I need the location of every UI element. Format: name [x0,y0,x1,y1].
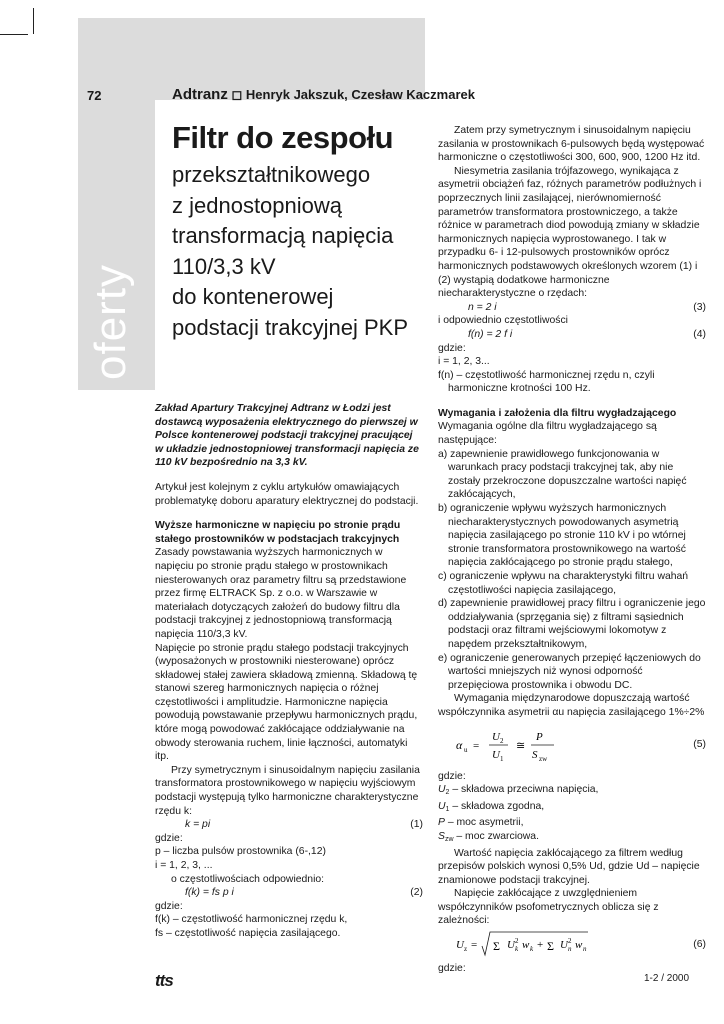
svg-text:k: k [530,945,534,954]
publisher-logo: tts [155,971,173,990]
section-heading: Wyższe harmoniczne w napięciu po stronie prądu stałego prostowników w podstacjach trakcyjnych [155,520,401,545]
definition: f(k) – częstotliwość harmonicznej rzędu k, [155,914,348,926]
subtitle-line: transformacją napięcia [172,223,394,248]
body-paragraph: Wartość napięcia zakłócającego za filtrem według przepisów polskich wynosi 0,5% Ud, gdzie Ud – napięcie znamionowe podstacji trakcyjnej. [438,847,700,886]
left-column [155,402,423,941]
article-title: Filtr do zespołu [172,120,394,155]
svg-text:=: = [473,739,480,752]
page-number: 72 [87,88,102,103]
asymmetry-formula [438,720,706,770]
definition: $U_2$ – składowa przeciwna napięcia, [438,784,599,797]
gdzie-label: gdzie: [438,342,466,354]
svg-text:w: w [522,939,530,952]
svg-text:U: U [492,748,500,761]
gdzie-label: gdzie: [438,963,466,975]
body-paragraph: Napięcie po stronie prądu stałego podstacji trakcyjnych (wyposażonych w prostowniki niesterowane) oprócz składowej stałej zawiera składową zmienną. Składową tę stanowi szereg harmonicznych napięcia o różnej częstotliwości i amplitudzie. Harmoniczne napięcia powodują powstawanie przepływu harmonicznych prądu, które mogą powodować zakłócające oddziaływanie na obwody sterowania ruchem, linie łączności, automatyki itp. [155,642,418,763]
definition: $U_1$ – składowa zgodna, [438,800,545,813]
requirement-item: d) zapewnienie prawidłowej pracy filtru i ograniczenie jego oddziaływania (sprzęgania się) z filtrami sąsiednich podstacji oraz filtrami wejściowymi lokomotyw z napędem przekształtnikowym, [438,598,706,650]
svg-text:Σ: Σ [547,939,554,954]
equation-number: (5) [693,738,706,750]
svg-text:n: n [583,945,587,954]
equation-1: k = pi (1) [185,819,423,831]
company-name: Adtranz [172,86,228,103]
definition: f(n) – częstotliwość harmonicznej rzędu n, czyli harmoniczne krotności 100 Hz. [438,369,655,395]
svg-text:≅: ≅ [516,739,526,752]
svg-text:z: z [464,945,468,954]
body-paragraph: Zasady powstawania wyższych harmonicznych w napięciu po stronie prądu stałego w prostownikach niesterowanych oraz parametry filtru są przedstawione przez firmę ELTRACK Sp. z o.o. w Warszawie w materiałach dotyczących założeń do budowy filtru dla podstacji trakcyjnej z jednostopniową transformacją napięcia 110/3,3 kV. [155,547,407,640]
requirement-item: c) ograniczenie wpływu na charakterystyki filtru wahań częstotliwości napięcia zasilającego, [438,571,689,596]
body-paragraph: Wymagania ogólne dla filtru wygładzającego są następujące: [438,421,657,447]
svg-text:U: U [456,939,464,952]
equation-6 [438,928,706,962]
equation-3: n = 2 i (3) [468,301,706,313]
svg-text:2: 2 [568,937,572,946]
svg-text:U: U [507,939,515,952]
svg-text:S: S [532,748,538,761]
article-subtitle [172,160,442,343]
psophometric-formula [438,928,706,962]
subtitle-line: podstacji trakcyjnej PKP [172,314,408,340]
body-paragraph: i odpowiednio częstotliwości [438,315,568,327]
intro-paragraph: Artykuł jest kolejnym z cyklu artykułów omawiających problematykę doboru aparatury elektrycznej do podstacji. [155,481,419,507]
requirement-item: b) ograniczenie wpływu wyższych harmonicznych niecharakterystycznych powodowanych asymetrią napięcia zasilającego po stronie 110 kV i po wtórnej stronie transformatora prostownikowego na wartość napięcia zakłócającego po stronie prądu stałego, [438,503,686,569]
svg-text:U: U [560,939,568,952]
svg-text:2: 2 [515,937,519,946]
svg-text:k: k [515,945,519,954]
author-names: Henryk Jakszuk, Czesław Kaczmarek [245,87,475,102]
equation-2: f(k) = fs p i (2) [185,887,423,899]
svg-text:P: P [536,730,543,743]
gdzie-label: gdzie: [155,900,183,912]
equation-5 [438,720,706,770]
body-paragraph: Niesymetria zasilania trójfazowego, wynikająca z asymetrii obciążeń faz, różnych parametrów podłużnych i poprzecznych linii zasilającej, nierównomierność parametrów transformatora prostowniczego, a także różnice w parametrach diod powodują zmiany w składzie harmonicznych napięcia wyprostowanego. I tak w przypadku 6- i 12-pulsowych prostowników oprócz harmonicznych podstawowych określonych wzorem (1) i (2) wystąpią dodatkowe harmoniczne niecharakterystyczne o rzędach: [438,165,702,300]
section-label: oferty [86,263,135,380]
svg-text:Σ: Σ [493,939,500,954]
section-heading: Wymagania i założenia dla filtru wygładzającego [438,407,677,419]
svg-text:1: 1 [500,754,504,763]
lead-paragraph: Zakład Apartury Trakcyjnej Adtranz w Łodzi jest dostawcą wyposażenia elektrycznego do pierwszej w Polsce kontenerowej podstacji trakcyjnej pracującej w układzie jednostopniowej transformacji napięcia ze 110 kV bezpośrednio na 3,3 kV. [155,403,419,469]
requirement-item: e) ograniczenie generowanych przepięć łączeniowych do wartości mniejszych niż wynosi odporność przepięciowa prostownika i obwodu DC. [438,652,701,691]
crop-mark-vertical [33,8,34,34]
definition: $S_{zw}$ – moc zwarciowa. [438,830,539,843]
gdzie-label: gdzie: [155,832,183,844]
svg-text:2: 2 [500,736,504,745]
subtitle-line: 110/3,3 kV [172,253,276,279]
body-paragraph: Zatem przy symetrycznym i sinusoidalnym napięciu zasilania w prostownikach 6-pulsowych będą występować harmoniczne o częstotliwości 300, 600, 900, 1200 Hz itd. [438,125,705,164]
svg-text:U: U [492,730,500,743]
svg-text:α: α [456,737,463,752]
subtitle-line: do kontenerowej [172,284,334,309]
body-paragraph: o częstotliwościach odpowiednio: [171,873,325,885]
issue-number: 1-2 / 2000 [644,973,690,984]
gdzie-label: gdzie: [438,770,466,782]
definition: i = 1, 2, 3... [438,356,490,368]
svg-text:+: + [537,939,544,952]
definition: P – moc asymetrii, [438,817,524,829]
authors-line [172,86,475,103]
right-column [438,124,706,976]
subtitle-line: z jednostopniową [172,192,343,218]
crop-mark-horizontal [0,34,28,35]
separator-glyph: ◻ [231,87,243,102]
body-paragraph: Przy symetrycznym i sinusoidalnym napięciu zasilania transformatora prostownikowego w napięciu wyjściowym podstacji występują tylko harmoniczne charakterystyczne rzędu k: [155,764,420,817]
svg-text:w: w [575,939,583,952]
svg-text:zw: zw [539,754,548,763]
body-paragraph: Napięcie zakłócające z uwzględnieniem współczynników psofometrycznych oblicza się z zależności: [438,888,659,927]
definition: i = 1, 2, 3, ... [155,860,213,871]
definition: fs – częstotliwość napięcia zasilającego. [155,927,341,939]
svg-text:u: u [464,745,468,754]
body-paragraph: Wymagania międzynarodowe dopuszczają wartość współczynnika asymetrii αu napięcia zasilającego 1%÷2% [438,693,705,718]
equation-4: f(n) = 2 f i (4) [468,328,706,340]
svg-text:n: n [568,945,572,954]
svg-text:=: = [471,939,478,952]
subtitle-line: przekształtnikowego [172,162,371,187]
equation-number: (6) [693,939,706,951]
definition: p – liczba pulsów prostownika (6-,12) [155,846,326,858]
requirement-item: a) zapewnienie prawidłowego funkcjonowania w warunkach pracy podstacji trakcyjnej tak, aby nie zostały przekroczone dopuszczalne wartości napięć zakłócających, [438,448,687,501]
